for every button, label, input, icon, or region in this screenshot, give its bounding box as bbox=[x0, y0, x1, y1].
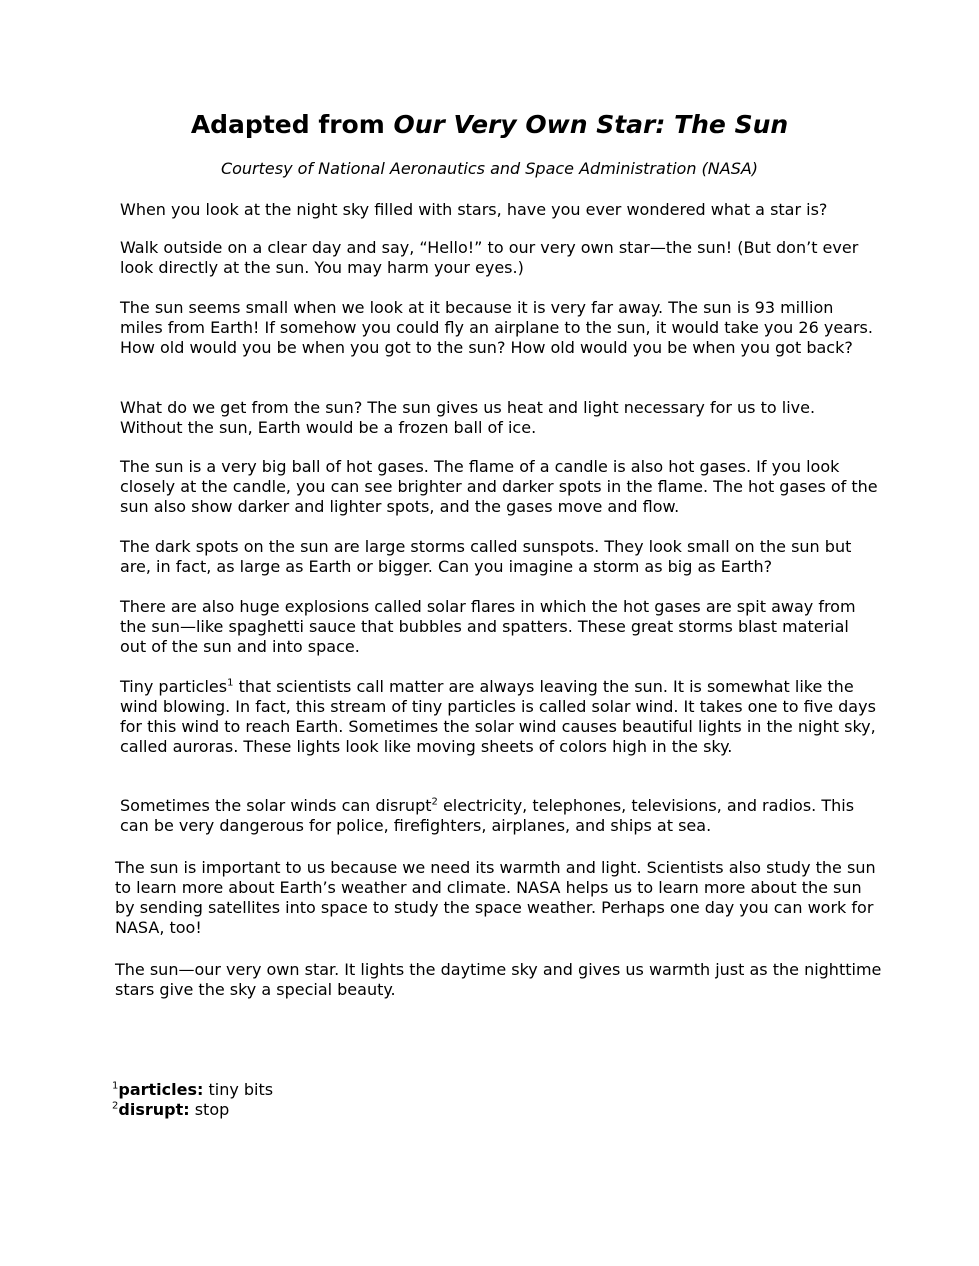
paragraph-9-start: Sometimes the solar winds can disrupt bbox=[120, 796, 432, 815]
paragraph-10: The sun is important to us because we need its warmth and light. Scientists also study the sun to learn more about Earth’s weather and climate. NASA helps us to learn more about the sun by sending satellites into space to study the space weather. Perhaps one day you can work for NASA, too! bbox=[115, 858, 876, 937]
footnote-2 bbox=[112, 1100, 229, 1120]
paragraph-8-start: Tiny particles bbox=[120, 677, 228, 696]
page-title bbox=[0, 108, 979, 142]
paragraph-4: What do we get from the sun? The sun gives us heat and light necessary for us to live. Without the sun, Earth would be a frozen ball of ice. bbox=[120, 398, 816, 437]
title-prefix: Adapted from bbox=[190, 110, 394, 139]
footnote-2-term: disrupt: bbox=[118, 1100, 190, 1119]
footnote-2-definition: stop bbox=[189, 1100, 230, 1119]
footnote-ref-2: 2 bbox=[431, 796, 438, 808]
paragraph-9-end: electricity, telephones, televisions, and radios. This can be very dangerous for police, firefighters, airplanes, and ships at sea. bbox=[120, 796, 855, 835]
paragraph-11: The sun—our very own star. It lights the daytime sky and gives us warmth just as the nighttime stars give the sky a special beauty. bbox=[115, 960, 882, 999]
page-subtitle: Courtesy of National Aeronautics and Space Administration (NASA) bbox=[220, 159, 759, 178]
paragraph-7: There are also huge explosions called solar flares in which the hot gases are spit away from the sun—like spaghetti sauce that bubbles and spatters. These great storms blast material out of the sun and into space. bbox=[120, 597, 856, 656]
paragraph-1: When you look at the night sky filled with stars, have you ever wondered what a star is? bbox=[120, 200, 828, 219]
title-italic: Our Very Own Star: The Sun bbox=[393, 110, 789, 139]
paragraph-9 bbox=[120, 796, 880, 836]
footnote-2-number: 2 bbox=[112, 1100, 119, 1112]
paragraph-6: The dark spots on the sun are large storms called sunspots. They look small on the sun but are, in fact, as large as Earth or bigger. Can you imagine a storm as big as Earth? bbox=[120, 537, 852, 576]
footnote-1 bbox=[112, 1080, 273, 1100]
footnote-1-number: 1 bbox=[112, 1080, 119, 1092]
paragraph-8 bbox=[120, 677, 880, 757]
paragraph-5: The sun is a very big ball of hot gases. The flame of a candle is also hot gases. If you look closely at the candle, you can see brighter and darker spots in the flame. The hot gases of the sun also show darker and lighter spots, and the gases move and flow. bbox=[120, 457, 878, 516]
paragraph-2: Walk outside on a clear day and say, “Hello!” to our very own star—the sun! (But don’t ever look directly at the sun. You may harm your eyes.) bbox=[120, 238, 859, 277]
paragraph-3: The sun seems small when we look at it because it is very far away. The sun is 93 million miles from Earth! If somehow you could fly an airplane to the sun, it would take you 26 years. How old would you be when you got to the sun? How old would you be when you got back? bbox=[120, 298, 873, 357]
footnote-1-definition: tiny bits bbox=[203, 1080, 274, 1099]
footnote-1-term: particles: bbox=[118, 1080, 204, 1099]
paragraph-8-end: that scientists call matter are always leaving the sun. It is somewhat like the wind blowing. In fact, this stream of tiny particles is called solar wind. It takes one to five days for this wind to reach Earth. Sometimes the solar wind causes beautiful lights in the night sky, called auroras. These lights look like moving sheets of colors high in the sky. bbox=[120, 677, 876, 756]
footnote-ref-1: 1 bbox=[227, 677, 234, 689]
